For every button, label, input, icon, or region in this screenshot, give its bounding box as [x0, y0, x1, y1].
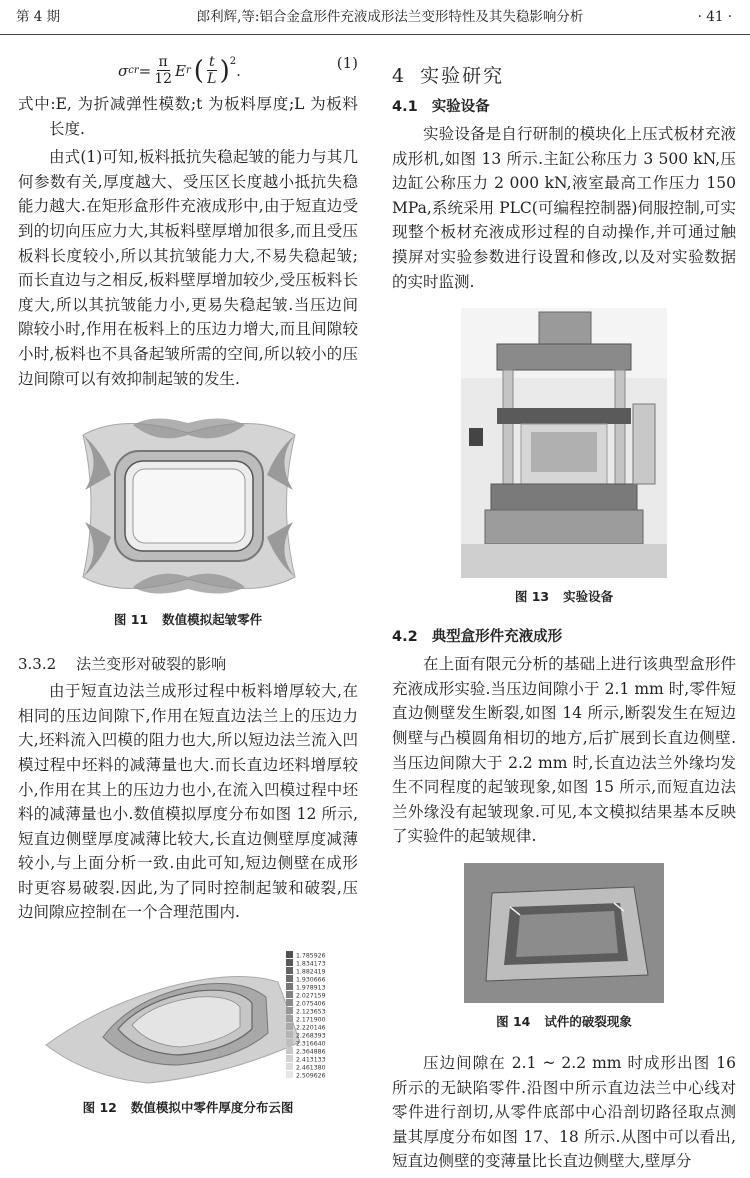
- figure-14-caption: [392, 1011, 736, 1033]
- figure-12-caption: [18, 1097, 358, 1119]
- legend-swatch: [286, 959, 293, 966]
- figure-11-image: [63, 405, 313, 605]
- legend-swatch: [286, 1071, 293, 1078]
- legend-swatch: [286, 1007, 293, 1014]
- legend-swatch: [286, 951, 293, 958]
- er-subscript: r: [186, 65, 191, 76]
- section-3-3-2-heading: [18, 651, 358, 677]
- figure-13-image: [461, 308, 667, 578]
- paragraph-equipment: 实验设备是自行研制的模块化上压式板材充液成形机,如图 13 所示.主缸公称压力 3 500 kN,压边缸公称压力 2 000 kN,液室最高工作压力 150 MPa,系统采用 PLC(可编程控制器)伺服控制,可实现整个板材充液成形过程的自动操作,并可通过触摸屏对实验参数进行设置和修改,以及对实验数据的实时监测.: [392, 125, 736, 291]
- legend-value: 2.509626: [296, 1072, 326, 1080]
- sigma-symbol: σ: [118, 61, 129, 80]
- paragraph-wrinkling: 由式(1)可知,板料抵抗失稳起皱的能力与其几何参数有关,厚度越大、受压区长度越小抵抗失稳能力越大.在矩形盒形件充液成形中,由于短直边受到的切向压应力大,其板料壁厚增加很多,而且受压板料长度较小,所以其抗皱能力大,不易失稳起皱;而长直边与之相反,板料壁厚增加较少,受压板料长度大,所以其抗皱能力小,更易失稳起皱.当压边间隙较小时,作用在板料上的压边力增大,而且间隙较小时,板料也不具备起皱所需的空间,所以较小的压边间隙可以有效抑制起皱的发生.: [18, 148, 358, 388]
- issue-number: 第 4 期: [16, 9, 61, 25]
- legend-value: 2.220146: [296, 1024, 326, 1032]
- paragraph-symbols: 式中:E, 为折减弹性模数;t 为板料厚度;L 为板料长度.: [18, 95, 358, 138]
- running-title: 郎利辉,等:铝合金盒形件充液成形法兰变形特性及其失稳影响分析: [196, 9, 584, 25]
- legend-swatch: [286, 991, 293, 998]
- figure-12-number: 图 12: [82, 1100, 117, 1116]
- right-paren: ): [219, 55, 230, 86]
- left-paren: (: [193, 55, 204, 86]
- left-column: [18, 40, 358, 1119]
- equation-1: [18, 40, 358, 92]
- figure-11-caption: [18, 609, 358, 631]
- figure-12-image: [38, 947, 338, 1087]
- paragraph-fracture: 由于短直边法兰成形过程中板料增厚较大,在相同的压边间隙下,作用在短直边法兰上的压边力大,坯料流入凹模的阻力也大,所以短边法兰流入凹模过程中坯料的减薄量也大.而长直边坯料增厚较小,作用在其上的压边力也小,在流入凹模过程中坯料的减薄量也小.数值模拟厚度分布如图 12 所示,短直边侧壁厚度减薄比较大,长直边侧壁厚度减薄较小,与上面分析一致.由此可知,短边侧壁在成形时更容易破裂.因此,为了同时控制起皱和破裂,压边间隙应控制在一个合理范围内.: [18, 682, 358, 922]
- twelve: 12: [154, 71, 173, 87]
- er-symbol: E: [175, 61, 186, 80]
- legend-value: 2.075406: [296, 1000, 326, 1008]
- t-symbol: t: [208, 54, 215, 70]
- legend-swatch: [286, 1023, 293, 1030]
- pi-symbol: π: [158, 54, 168, 70]
- section-number: 3.3.2: [18, 655, 57, 674]
- legend-swatch: [286, 983, 293, 990]
- legend-swatch: [286, 999, 293, 1006]
- equation-body: σ cr = $\frac{\pi}{12}$ E r ( $\frac{t}{L}$ ) $^2$ .: [118, 54, 241, 87]
- section-title: 法兰变形对破裂的影响: [76, 655, 227, 674]
- section-4-2-heading: [392, 624, 736, 650]
- figure-11-title: 数值模拟起皱零件: [162, 612, 263, 628]
- press-machine-photo: [461, 308, 667, 578]
- equals-sign: =: [138, 61, 152, 80]
- legend-swatch: [286, 1031, 293, 1038]
- legend-value: 1.785926: [296, 952, 326, 960]
- section-4-heading: [392, 62, 736, 90]
- section-4-1-heading: [392, 94, 736, 120]
- legend-value: 1.882419: [296, 968, 326, 976]
- legend-value: 2.316640: [296, 1040, 326, 1048]
- section-number: 4: [392, 65, 405, 87]
- figure-13-title: 实验设备: [563, 589, 614, 605]
- right-column: [392, 40, 736, 1174]
- legend-value: 2.027159: [296, 992, 326, 1000]
- fractured-part-photo: [464, 863, 664, 1003]
- section-title: 实验研究: [420, 65, 505, 87]
- legend-swatch: [286, 975, 293, 982]
- figure-14-title: 试件的破裂现象: [544, 1013, 632, 1029]
- legend-value: 1.834173: [296, 960, 326, 968]
- legend-swatch: [286, 967, 293, 974]
- legend-value: 2.268393: [296, 1032, 326, 1040]
- legend-value: 1.930666: [296, 976, 326, 984]
- section-number: 4.1: [392, 99, 418, 115]
- figure-12-title: 数值模拟中零件厚度分布云图: [130, 1100, 294, 1116]
- legend-swatch: [286, 1055, 293, 1062]
- figure-13-number: 图 13: [514, 589, 550, 605]
- equation-number: (1): [336, 54, 358, 72]
- thickness-legend: [286, 951, 326, 1080]
- legend-value: 2.123653: [296, 1008, 326, 1016]
- figure-14-number: 图 14: [496, 1013, 531, 1029]
- paragraph-forming: 在上面有限元分析的基础上进行该典型盒形件充液成形实验.当压边间隙小于 2.1 mm 时,零件短直边侧壁发生断裂,如图 14 所示,断裂发生在短边侧壁与凸模圆角相切的地方,后扩展到长直边侧壁.当压边间隙大于 2.2 mm 时,长直边法兰外缘均发生不同程度的起皱现象,如图 15 所示,而短直边法兰外缘没有起皱现象.可见,本文模拟结果基本反映了实验件的起皱规律.: [392, 655, 736, 846]
- pi-over-twelve: [154, 54, 172, 87]
- figure-14-image: [464, 863, 664, 1003]
- figure-11-number: 图 11: [113, 612, 149, 628]
- running-header: [0, 0, 750, 35]
- t-over-l: [207, 54, 217, 87]
- section-title: 实验设备: [431, 99, 490, 115]
- wrinkled-part-render: [63, 405, 313, 605]
- section-number: 4.2: [392, 629, 418, 646]
- exponent: 2: [229, 56, 237, 67]
- thickness-contour-render: [38, 947, 338, 1087]
- legend-swatch: [286, 1015, 293, 1022]
- legend-value: 1.978913: [296, 984, 326, 992]
- l-symbol: L: [207, 71, 217, 87]
- legend-swatch: [286, 1047, 293, 1054]
- figure-13-caption: [392, 586, 736, 608]
- sigma-subscript: cr: [128, 65, 139, 76]
- legend-swatch: [286, 1063, 293, 1070]
- section-title: 典型盒形件充液成形: [431, 629, 563, 646]
- legend-value: 2.171900: [296, 1016, 326, 1024]
- legend-swatch: [286, 1039, 293, 1046]
- paragraph-defect-free: 压边间隙在 2.1 ~ 2.2 mm 时成形出图 16 所示的无缺陷零件.沿图中所示直边法兰中心线对零件进行剖切,从零件底部中心沿剖切路径取点测量其厚度分布如图 17、18 所示.从图中可以看出,短直边侧壁的变薄量比长直边侧壁大,壁厚分: [392, 1053, 736, 1171]
- legend-value: 2.364886: [296, 1048, 326, 1056]
- legend-value: 2.413133: [296, 1056, 326, 1064]
- legend-value: 2.461380: [296, 1064, 326, 1072]
- page-number: · 41 ·: [697, 9, 732, 25]
